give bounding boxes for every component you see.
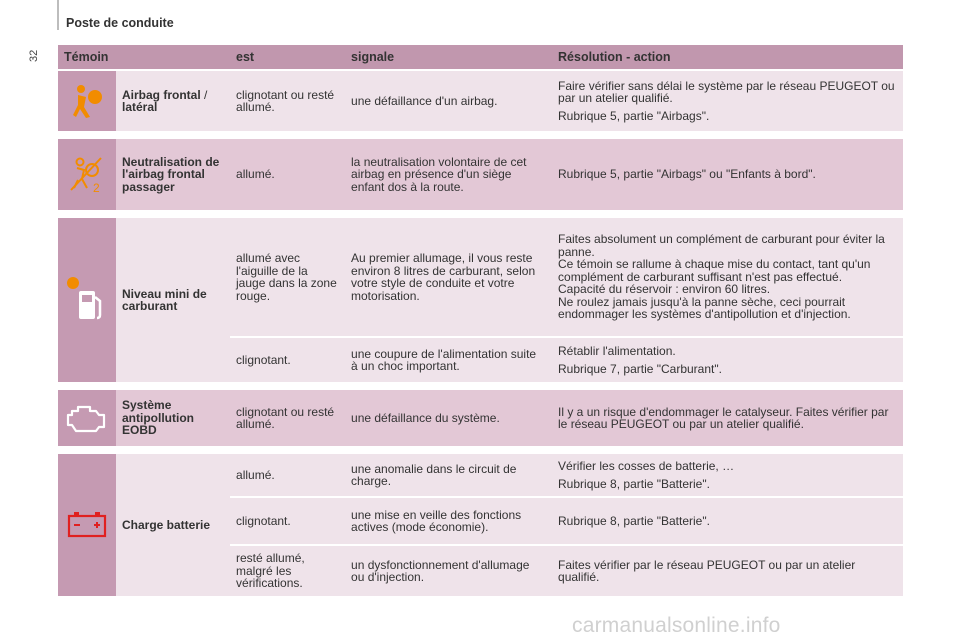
resolution-cell: Faites absolument un complément de carburant pour éviter la panne. Ce témoin se rallume à chaque mise du contact, tant qu'un complément de carburant suffisant n'est pas effectué. Capacité du réservoir : environ 60 litres. Ne roulez jamais jusqu'à la panne sèche, ceci pourrait endommager les systèmes d'antipollution et d'injection. — [552, 218, 903, 338]
airbag-frontal-label: Airbag frontal — [122, 87, 201, 102]
icon-cell — [58, 390, 116, 448]
airbag-icon — [68, 81, 106, 121]
signale-cell: la neutralisation volontaire de cet airbag en présence d'un siège enfant dos à la route. — [345, 139, 552, 212]
watermark: carmanualsonline.info — [572, 614, 781, 637]
resolution-cell: Il y a un risque d'endommager le catalyseur. Faites vérifier par le réseau PEUGEOT ou par un atelier qualifié. — [552, 390, 903, 448]
battery-icon — [67, 511, 107, 539]
signale-cell: Au premier allumage, il vous reste environ 8 litres de carburant, selon votre style de conduite et votre motorisation. — [345, 218, 552, 338]
resolution-reference: Rubrique 8, partie "Batterie". — [558, 476, 710, 491]
name-separator: / — [200, 87, 208, 102]
resolution-reference: Rubrique 5, partie "Airbags". — [558, 108, 710, 123]
resolution-text: Faire vérifier sans délai le système par le réseau PEUGEOT ou par un atelier qualifié. — [558, 78, 895, 106]
resolution-cell — [552, 71, 903, 133]
warning-name: Niveau mini de carburant — [116, 218, 230, 384]
warning-name: Charge batterie — [116, 454, 230, 598]
signale-cell: une anomalie dans le circuit de charge. — [345, 454, 552, 498]
resolution-text: Vérifier les cosses de batterie, … — [558, 459, 735, 473]
signale-cell: une mise en veille des fonctions actives (mode économie). — [345, 498, 552, 546]
est-cell: clignotant. — [230, 498, 345, 546]
resolution-cell — [552, 338, 903, 384]
signale-cell: une défaillance du système. — [345, 390, 552, 448]
column-header-signale: signale — [345, 45, 552, 71]
section-title: Poste de conduite — [66, 16, 174, 30]
est-cell: clignotant ou resté allumé. — [230, 390, 345, 448]
table-row — [58, 71, 903, 133]
resolution-cell: Rubrique 5, partie "Airbags" ou "Enfants à bord". — [552, 139, 903, 212]
warning-name — [116, 71, 230, 133]
airbag-off-icon — [67, 154, 107, 196]
engine-icon — [66, 401, 108, 435]
est-cell: allumé. — [230, 454, 345, 498]
column-header-resolution: Résolution - action — [552, 45, 903, 71]
icon-cell — [58, 454, 116, 598]
warning-name: Neutralisation de l'airbag frontal passager — [116, 139, 230, 212]
signale-cell: un dysfonctionnement d'allumage ou d'injection. — [345, 546, 552, 598]
airbag-lateral-label: latéral — [122, 100, 158, 114]
signale-cell: une défaillance d'un airbag. — [345, 71, 552, 133]
warning-lights-table — [58, 45, 903, 598]
icon-cell — [58, 218, 116, 384]
svg-text:2: 2 — [93, 180, 100, 195]
column-header-est: est — [230, 45, 345, 71]
est-cell: clignotant ou resté allumé. — [230, 71, 345, 133]
table-row — [58, 390, 903, 448]
page-number: 32 — [28, 49, 40, 62]
table-header-row — [58, 45, 903, 71]
resolution-reference: Rubrique 7, partie "Carburant". — [558, 361, 722, 376]
table-row — [58, 218, 903, 338]
icon-cell — [58, 139, 116, 212]
est-cell: allumé. — [230, 139, 345, 212]
resolution-text: Rétablir l'alimentation. — [558, 344, 676, 358]
signale-cell: une coupure de l'alimentation suite à un choc important. — [345, 338, 552, 384]
column-header-temoin: Témoin — [58, 45, 230, 71]
header-rule — [57, 0, 59, 30]
fuel-pump-icon — [65, 275, 109, 325]
table-row — [58, 454, 903, 498]
resolution-cell: Rubrique 8, partie "Batterie". — [552, 498, 903, 546]
resolution-cell: Faites vérifier par le réseau PEUGEOT ou par un atelier qualifié. — [552, 546, 903, 598]
resolution-cell — [552, 454, 903, 498]
est-cell: clignotant. — [230, 338, 345, 384]
warning-name: Système antipollution EOBD — [116, 390, 230, 448]
table-row — [58, 139, 903, 212]
icon-cell — [58, 71, 116, 133]
est-cell: resté allumé, malgré les vérifications. — [230, 546, 345, 598]
est-cell: allumé avec l'aiguille de la jauge dans la zone rouge. — [230, 218, 345, 338]
